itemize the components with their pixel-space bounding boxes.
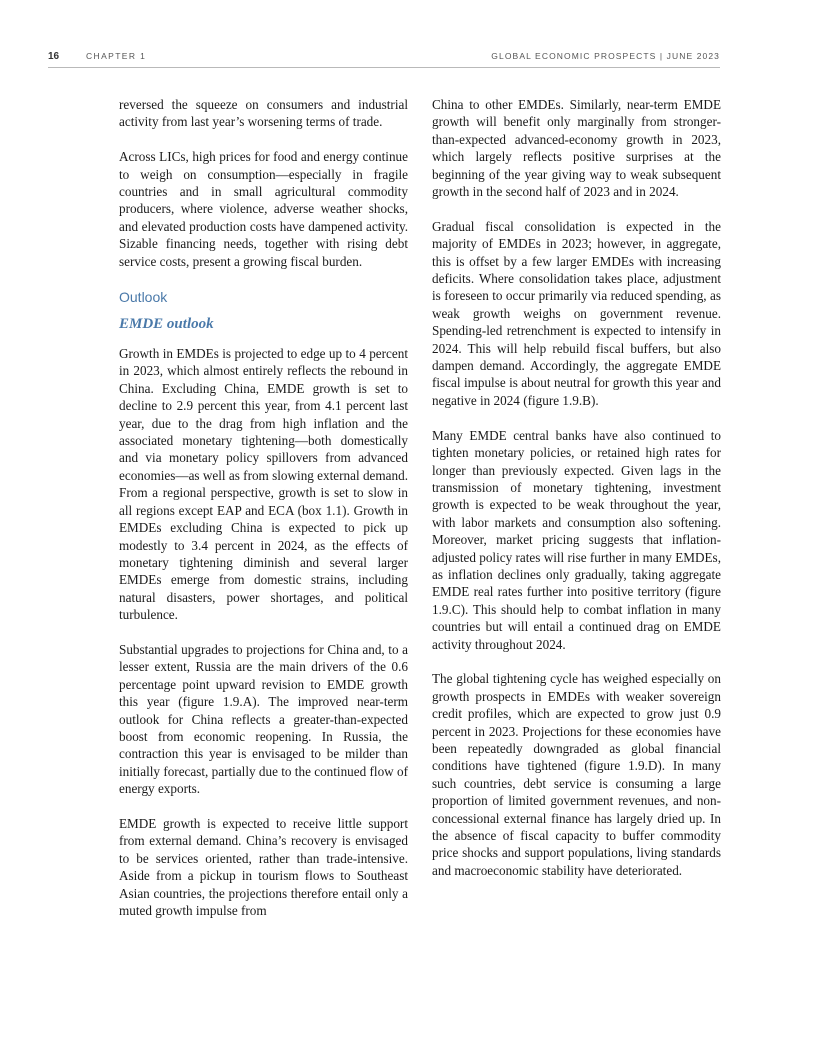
body-paragraph: China to other EMDEs. Similarly, near-term EMDE growth will benefit only marginally from stronger-than-expected advanced-economy growth in 2023, which largely reflects positive surprises at the beginning of the year giving way to weak subsequent growth in the second half of 2023 and in 2024. [432,97,721,200]
body-paragraph: The global tightening cycle has weighed especially on growth prospects in EMDEs with weaker sovereign credit profiles, which are expected to grow just 0.9 percent in 2023. Projections for these economies have been repeatedly downgraded as global financial conditions have tightened (figure 1.9.D). In many such countries, debt service is consuming a large proportion of limited government revenues, and non-concessional external finance has largely dried up. In the absence of fiscal capacity to buffer commodity price shocks and support populations, living standards and macroeconomic stability have deteriorated. [432,671,721,878]
body-paragraph: Gradual fiscal consolidation is expected in the majority of EMDEs in 2023; however, in aggregate, this is offset by a few larger EMDEs with increasing deficits. Where consolidation takes place, adjustment is foreseen to occur primarily via reduced spending, as weak growth weighs on government revenue. Spending-led retrenchment is expected to intensify in 2024. This will help rebuild fiscal buffers, but also dampen demand. Accordingly, the aggregate EMDE fiscal impulse is about neutral for growth this year and negative in 2024 (figure 1.9.B). [432,218,721,408]
page-number: 16 [48,51,60,62]
left-column [119,96,408,919]
header-divider [48,67,720,68]
body-paragraph: Growth in EMDEs is projected to edge up to 4 percent in 2023, which almost entirely reflects the rebound in China. Excluding China, EMDE growth is set to decline to 2.9 percent this year, from 4.1 percent last year, due to the drag from high inflation and the associated monetary tightening—both domestically and via monetary policy spillovers from advanced economies—as well as from slowing external demand. From a regional perspective, growth is set to slow in all regions except EAP and ECA (box 1.1). Growth in EMDEs excluding China is expected to pick up modestly to 3.4 percent in 2024, as the effects of monetary tightening diminish and several larger EMDEs emerge from domestic strains, including natural disasters, power shortages, and political turbulence. [119,346,408,623]
subsection-heading: EMDE outlook [119,316,214,333]
chapter-label: CHAPTER 1 [86,51,147,61]
body-paragraph: EMDE growth is expected to receive little support from external demand. China’s recovery is envisaged to be services oriented, rather than trade-intensive. Aside from a pickup in tourism flows to Southeast Asian countries, the projections therefore entail only a muted growth impulse from [119,815,408,919]
right-column [432,96,721,879]
body-paragraph: Across LICs, high prices for food and energy continue to weigh on consumption—especially in fragile countries and in small agricultural commodity producers, where violence, adverse weather shocks, and elevated production costs have dampened activity. Sizable financing needs, together with rising debt service costs, present a growing fiscal burden. [119,149,408,269]
running-title: GLOBAL ECONOMIC PROSPECTS | JUNE 2023 [491,51,720,61]
section-heading: Outlook [119,289,168,306]
body-paragraph: Many EMDE central banks have also continued to tighten monetary policies, or retained high rates for longer than previously expected. Given lags in the transmission of monetary tightening, investment growth is expected to be weak throughout the year, with labor markets and consumption also softening. Moreover, market pricing suggests that inflation-adjusted policy rates will rise further in many EMDEs, as inflation declines only gradually, taking aggregate EMDE real rates further into positive territory (figure 1.9.C). This should help to combat inflation in many countries but will entail a continued drag on EMDE activity throughout 2024. [432,427,721,652]
body-paragraph: reversed the squeeze on consumers and industrial activity from last year’s worsening terms of trade. [119,97,408,130]
body-paragraph: Substantial upgrades to projections for China and, to a lesser extent, Russia are the main drivers of the 0.6 percentage point upward revision to EMDE growth this year (figure 1.9.A). The improved near-term outlook for China reflects a greater-than-expected boost from economic reopening. In Russia, the contraction this year is envisaged to be milder than initially forecast, partially due to the continued flow of energy exports. [119,641,408,797]
